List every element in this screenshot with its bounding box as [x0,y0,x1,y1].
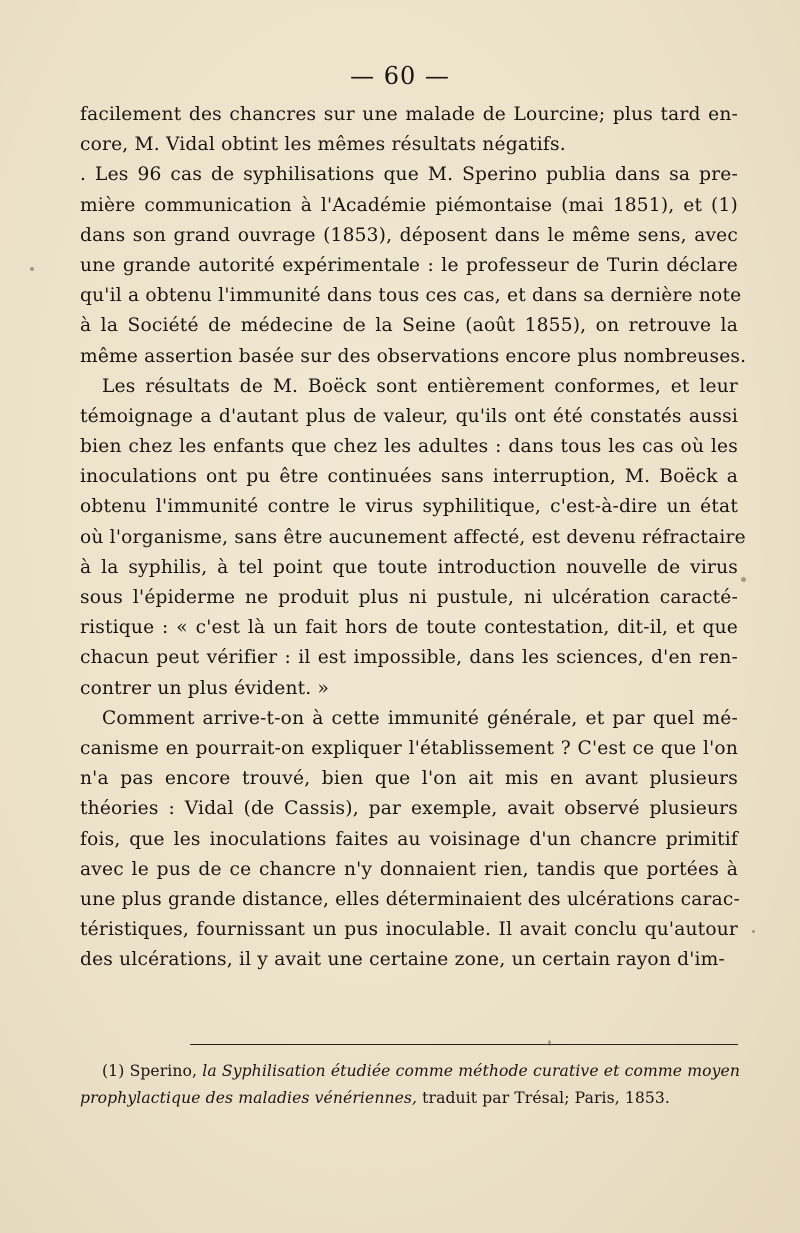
text-line: à la syphilis, à tel point que toute introduction nouvelle de virus [80,556,738,578]
page-number: — 60 — [350,62,450,90]
text-line: téristiques, fournissant un pus inoculable. Il avait conclu qu'autour [80,919,738,941]
text-line: ristique : « c'est là un fait hors de toute contestation, dit-il, et que [80,617,738,639]
text-line: à la Société de médecine de la Seine (août 1855), on retrouve la [80,315,738,337]
text-line: dans son grand ouvrage (1853), déposent dans le même sens, avec [80,224,738,246]
text-line: n'a pas encore trouvé, bien que l'on ait mis en avant plusieurs [80,768,738,790]
text-line: contrer un plus évident. » [80,677,330,699]
footnote-author: Sperino, [129,1062,198,1080]
footnote-marker: (1) [102,1062,125,1080]
text-line: inoculations ont pu être continuées sans interruption, M. Boëck a [80,466,738,488]
text-line: canisme en pourrait-on expliquer l'établissement ? C'est ce que l'on [80,737,738,759]
body-text [80,100,747,975]
text-line: Comment arrive-t-on à cette immunité générale, et par quel mé- [102,707,738,729]
paper-speck [752,930,755,933]
footnote-line [80,1085,740,1112]
paper-speck [30,267,34,271]
text-line: avec le pus de ce chancre n'y donnaient rien, tandis que portées à [80,858,738,880]
paper-speck [741,577,746,582]
text-line: fois, que les inoculations faites au voisinage d'un chancre primitif [80,828,738,850]
text-line: facilement des chancres sur une malade de Lourcine; plus tard en- [80,104,738,125]
footnote-title-continued: prophylactique des maladies vénériennes, [80,1089,418,1107]
footnote-line [80,1058,740,1085]
text-line: témoignage a d'autant plus de valeur, qu'ils ont été constatés aussi [80,405,738,427]
text-line: une grande autorité expérimentale : le professeur de Turin déclare [80,254,738,276]
text-line: mière communication à l'Académie piémontaise (mai 1851), et (1) [80,194,738,216]
text-line: Les résultats de M. Boëck sont entièrement conformes, et leur [102,375,738,397]
text-line: . Les 96 cas de syphilisations que M. Sperino publia dans sa pre- [80,164,738,186]
footnote-publication: traduit par Trésal; Paris, 1853. [422,1089,670,1107]
text-line: théories : Vidal (de Cassis), par exemple, avait observé plusieurs [80,798,738,820]
text-line: bien chez les enfants que chez les adultes : dans tous les cas où les [80,436,738,458]
text-line: même assertion basée sur des observations encore plus nombreuses. [80,345,747,367]
text-line: sous l'épiderme ne produit plus ni pustule, ni ulcération caracté- [80,587,738,608]
footnote-title: la Syphilisation étudiée comme méthode curative et comme moyen [202,1062,741,1080]
text-line: core, M. Vidal obtint les mêmes résultats négatifs. [80,134,566,156]
text-line: une plus grande distance, elles déterminaient des ulcérations carac- [80,888,741,910]
text-line: où l'organisme, sans être aucunement affecté, est devenu réfractaire [80,526,746,548]
text-line: des ulcérations, il y avait une certaine zone, un certain rayon d'im- [80,949,725,971]
text-line: chacun peut vérifier : il est impossible, dans les sciences, d'en ren- [80,647,738,669]
paper-speck [548,1040,551,1046]
text-line: obtenu l'immunité contre le virus syphilitique, c'est-à-dire un état [80,496,738,518]
text-line: qu'il a obtenu l'immunité dans tous ces cas, et dans sa dernière note [80,285,742,307]
footnote-divider [190,1044,738,1045]
footnote [80,1058,740,1112]
